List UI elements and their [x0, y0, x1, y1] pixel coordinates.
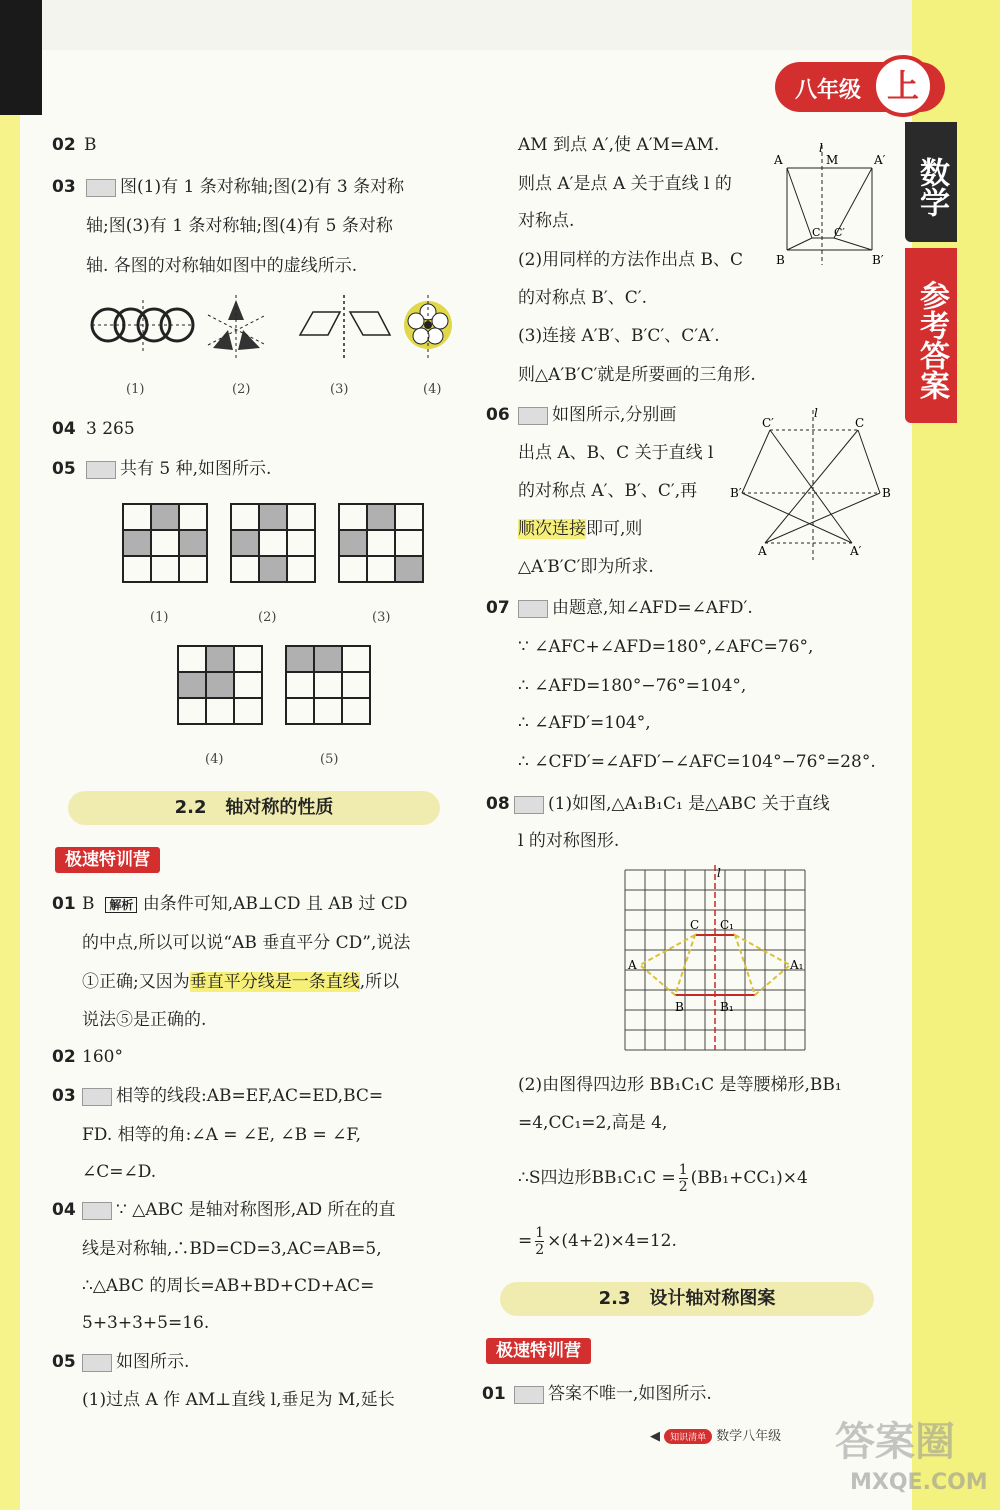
- subject-tab: 数学: [905, 122, 957, 242]
- fig5-caption-4: (4): [205, 752, 224, 767]
- fig06-label-l: l: [814, 406, 818, 420]
- training-badge-2: 极速特训营: [486, 1338, 591, 1364]
- pattern-grid-3: [338, 503, 424, 583]
- fig-parallelograms: [300, 295, 390, 360]
- b01-line-3: ①正确;又因为垂直平分线是一条直线,所以: [82, 972, 400, 992]
- fig06-label-A-prime: A′: [850, 544, 862, 558]
- term-badge: 上: [872, 55, 934, 117]
- q05-number: 05: [52, 459, 76, 479]
- r05-line-7: 则△A′B′C′就是所要画的三角形.: [518, 365, 756, 385]
- grade-label: 八年级: [775, 62, 945, 112]
- b02-number: 02: [52, 1047, 76, 1067]
- r05-line-2: 则点 A′是点 A 关于直线 l 的: [518, 174, 732, 194]
- q08-number: 08: [486, 794, 510, 814]
- q05-text: 共有 5 种,如图所示.: [86, 459, 271, 479]
- b01-line-2: 的中点,所以可以说“AB 垂直平分 CD”,说法: [82, 933, 411, 953]
- fraction-numerator: 1: [678, 1162, 688, 1178]
- section-2-3-heading: 2.3 设计轴对称图案: [500, 1282, 874, 1316]
- left-margin-strip: [0, 115, 20, 1510]
- fig06-label-B-prime: B′: [730, 486, 742, 500]
- r07-line-5: ∴ ∠CFD′=∠AFD′−∠AFC=104°−76°=28°.: [518, 752, 876, 772]
- b01-line-1: B 解析 由条件可知,AB⊥CD 且 AB 过 CD: [82, 894, 408, 914]
- r08-line-6: = $\frac{1}{2}$ ×(4+2)×4=12.: [518, 1225, 677, 1258]
- answer-tag-icon: [86, 179, 116, 197]
- fig05-label-l: l: [819, 141, 823, 155]
- r07-line-4: ∴ ∠AFD′=104°,: [518, 713, 651, 733]
- r05-line-1: AM 到点 A′,使 A′M=AM.: [518, 135, 720, 155]
- answer-tag-icon: [518, 600, 548, 618]
- q05-construction-figure: [772, 140, 897, 270]
- q03-line-2: 轴;图(3)有 1 条对称轴;图(4)有 5 条对称: [86, 216, 393, 236]
- training-badge-1: 极速特训营: [55, 847, 160, 873]
- answer-tag-icon: [82, 1088, 112, 1106]
- symmetry-figures: [88, 290, 468, 370]
- b04-line-2: 线是对称轴,∴BD=CD=3,AC=AB=5,: [82, 1239, 382, 1259]
- fig08-label-C: C: [690, 918, 700, 932]
- fig05-label-B-prime: B′: [872, 253, 884, 267]
- fig5-caption-1: (1): [150, 610, 169, 625]
- b03-number: 03: [52, 1086, 76, 1106]
- fraction-denominator: 2: [535, 1242, 545, 1258]
- q03-line-3: 轴. 各图的对称轴如图中的虚线所示.: [86, 256, 358, 276]
- fig05-label-A-prime: A′: [874, 153, 886, 167]
- r05-line-6: (3)连接 A′B′、B′C′、C′A′.: [518, 326, 720, 346]
- fig08-label-A: A: [628, 958, 637, 972]
- watermark-url: MXQE.COM: [850, 1470, 988, 1495]
- b01-number: 01: [52, 894, 76, 914]
- r08-line-5: ∴S四边形BB₁C₁C = $\frac{1}{2}$ (BB₁+CC₁)×4: [518, 1162, 808, 1195]
- fig-rings: [92, 300, 193, 352]
- fig08-label-B: B: [675, 1000, 684, 1014]
- b04-line-3: ∴△ABC 的周长=AB+BD+CD+AC=: [82, 1276, 375, 1296]
- footer-arrow-icon: ◀: [650, 1429, 660, 1444]
- q03-number: 03: [52, 177, 76, 197]
- answer-tag-icon: [82, 1202, 112, 1220]
- fig-trefoil: [208, 295, 266, 358]
- fig05-label-C: C: [812, 226, 821, 239]
- fig5-caption-5: (5): [320, 752, 339, 767]
- r05-line-5: 的对称点 B′、C′.: [518, 288, 648, 308]
- r07-line-2: ∵ ∠AFC+∠AFD=180°,∠AFC=76°,: [518, 637, 814, 657]
- r07-line-3: ∴ ∠AFD=180°−76°=104°,: [518, 676, 747, 696]
- q06-number: 06: [486, 405, 510, 425]
- fig05-label-C-prime: C′: [834, 226, 845, 239]
- answer-tag-icon: [86, 461, 116, 479]
- b04-line-4: 5+3+3+5=16.: [82, 1313, 210, 1333]
- fig06-label-C-prime: C′: [762, 416, 774, 430]
- q08-grid-figure: [620, 865, 810, 1055]
- fig08-label-C1: C₁: [720, 918, 734, 932]
- b05-line-2: (1)过点 A 作 AM⊥直线 l,垂足为 M,延长: [82, 1390, 395, 1410]
- fig06-label-A: A: [758, 544, 767, 558]
- section-tab: 参考答案: [905, 248, 957, 423]
- q06-construction-figure: [730, 405, 900, 560]
- b04-line-1: ∵ △ABC 是轴对称图形,AD 所在的直: [82, 1200, 396, 1220]
- answer-tag-icon: [518, 407, 548, 425]
- b03-line-3: ∠C=∠D.: [82, 1162, 157, 1182]
- section-2-2-heading: 2.2 轴对称的性质: [68, 791, 440, 825]
- r08-line-1: (1)如图,△A₁B₁C₁ 是△ABC 关于直线: [514, 794, 830, 814]
- answer-tag-icon: [514, 796, 544, 814]
- page-top-edge: [0, 0, 1000, 50]
- analysis-tag: 解析: [105, 897, 137, 913]
- b02-answer: 160°: [82, 1047, 123, 1067]
- fig3-caption-4: (4): [423, 382, 442, 397]
- fig06-label-C: C: [855, 416, 865, 430]
- c01-line: 答案不唯一,如图所示.: [514, 1384, 712, 1404]
- b03-line-2: FD. 相等的角:∠A = ∠E, ∠B = ∠F,: [82, 1125, 361, 1145]
- answer-tag-icon: [514, 1386, 544, 1404]
- q02-number: 02: [52, 135, 76, 155]
- fig05-label-B: B: [776, 253, 785, 267]
- footer-badge: 知识清单: [664, 1429, 712, 1444]
- q04-answer: 3 265: [86, 419, 135, 439]
- fraction-denominator: 2: [678, 1179, 688, 1195]
- answer-tag-icon: [82, 1354, 112, 1372]
- fig05-label-A: A: [774, 153, 783, 167]
- r06-line-1: 如图所示,分别画: [518, 405, 676, 425]
- q07-number: 07: [486, 598, 510, 618]
- r08-line-3: (2)由图得四边形 BB₁C₁C 是等腰梯形,BB₁: [518, 1075, 842, 1095]
- fig05-label-M: M: [826, 153, 839, 167]
- fig3-caption-2: (2): [232, 382, 251, 397]
- r08-line-4: =4,CC₁=2,高是 4,: [518, 1113, 668, 1133]
- pattern-grid-2: [230, 503, 316, 583]
- b05-number: 05: [52, 1352, 76, 1372]
- fig08-label-A1: A₁: [790, 958, 804, 972]
- fig06-label-B: B: [882, 486, 891, 500]
- q02-answer: B: [84, 135, 97, 155]
- fraction-numerator: 1: [535, 1225, 545, 1241]
- r08-line-2: l 的对称图形.: [518, 831, 620, 851]
- pattern-grid-1: [122, 503, 208, 583]
- b01-line-4: 说法⑤是正确的.: [82, 1010, 207, 1030]
- fig08-label-B1: B₁: [720, 1000, 734, 1014]
- c01-number: 01: [482, 1384, 506, 1404]
- fig08-label-l: l: [717, 866, 721, 880]
- r06-line-5: △A′B′C′即为所求.: [518, 557, 654, 577]
- pattern-grid-4: [177, 645, 263, 725]
- r06-line-3: 的对称点 A′、B′、C′,再: [518, 481, 698, 501]
- r07-line-1: 由题意,知∠AFD=∠AFD′.: [518, 598, 753, 618]
- q03-line-1: 图(1)有 1 条对称轴;图(2)有 3 条对称: [86, 177, 404, 197]
- r06-line-4: 顺次连接即可,则: [518, 519, 643, 539]
- pattern-grid-5: [285, 645, 371, 725]
- page-footer: ◀ 知识清单 数学八年级: [650, 1429, 782, 1444]
- r05-line-3: 对称点.: [518, 211, 575, 231]
- b05-line-1: 如图所示.: [82, 1352, 189, 1372]
- fig5-caption-3: (3): [372, 610, 391, 625]
- fig-flower: [404, 295, 452, 358]
- b04-number: 04: [52, 1200, 76, 1220]
- q04-number: 04: [52, 419, 76, 439]
- fig3-caption-3: (3): [330, 382, 349, 397]
- binding-shadow: [0, 0, 42, 115]
- b03-line-1: 相等的线段:AB=EF,AC=ED,BC=: [82, 1086, 383, 1106]
- r05-line-4: (2)用同样的方法作出点 B、C: [518, 250, 743, 270]
- watermark-logo: 答案圈: [835, 1419, 955, 1465]
- r06-line-2: 出点 A、B、C 关于直线 l: [518, 443, 714, 463]
- fig5-caption-2: (2): [258, 610, 277, 625]
- fig3-caption-1: (1): [126, 382, 145, 397]
